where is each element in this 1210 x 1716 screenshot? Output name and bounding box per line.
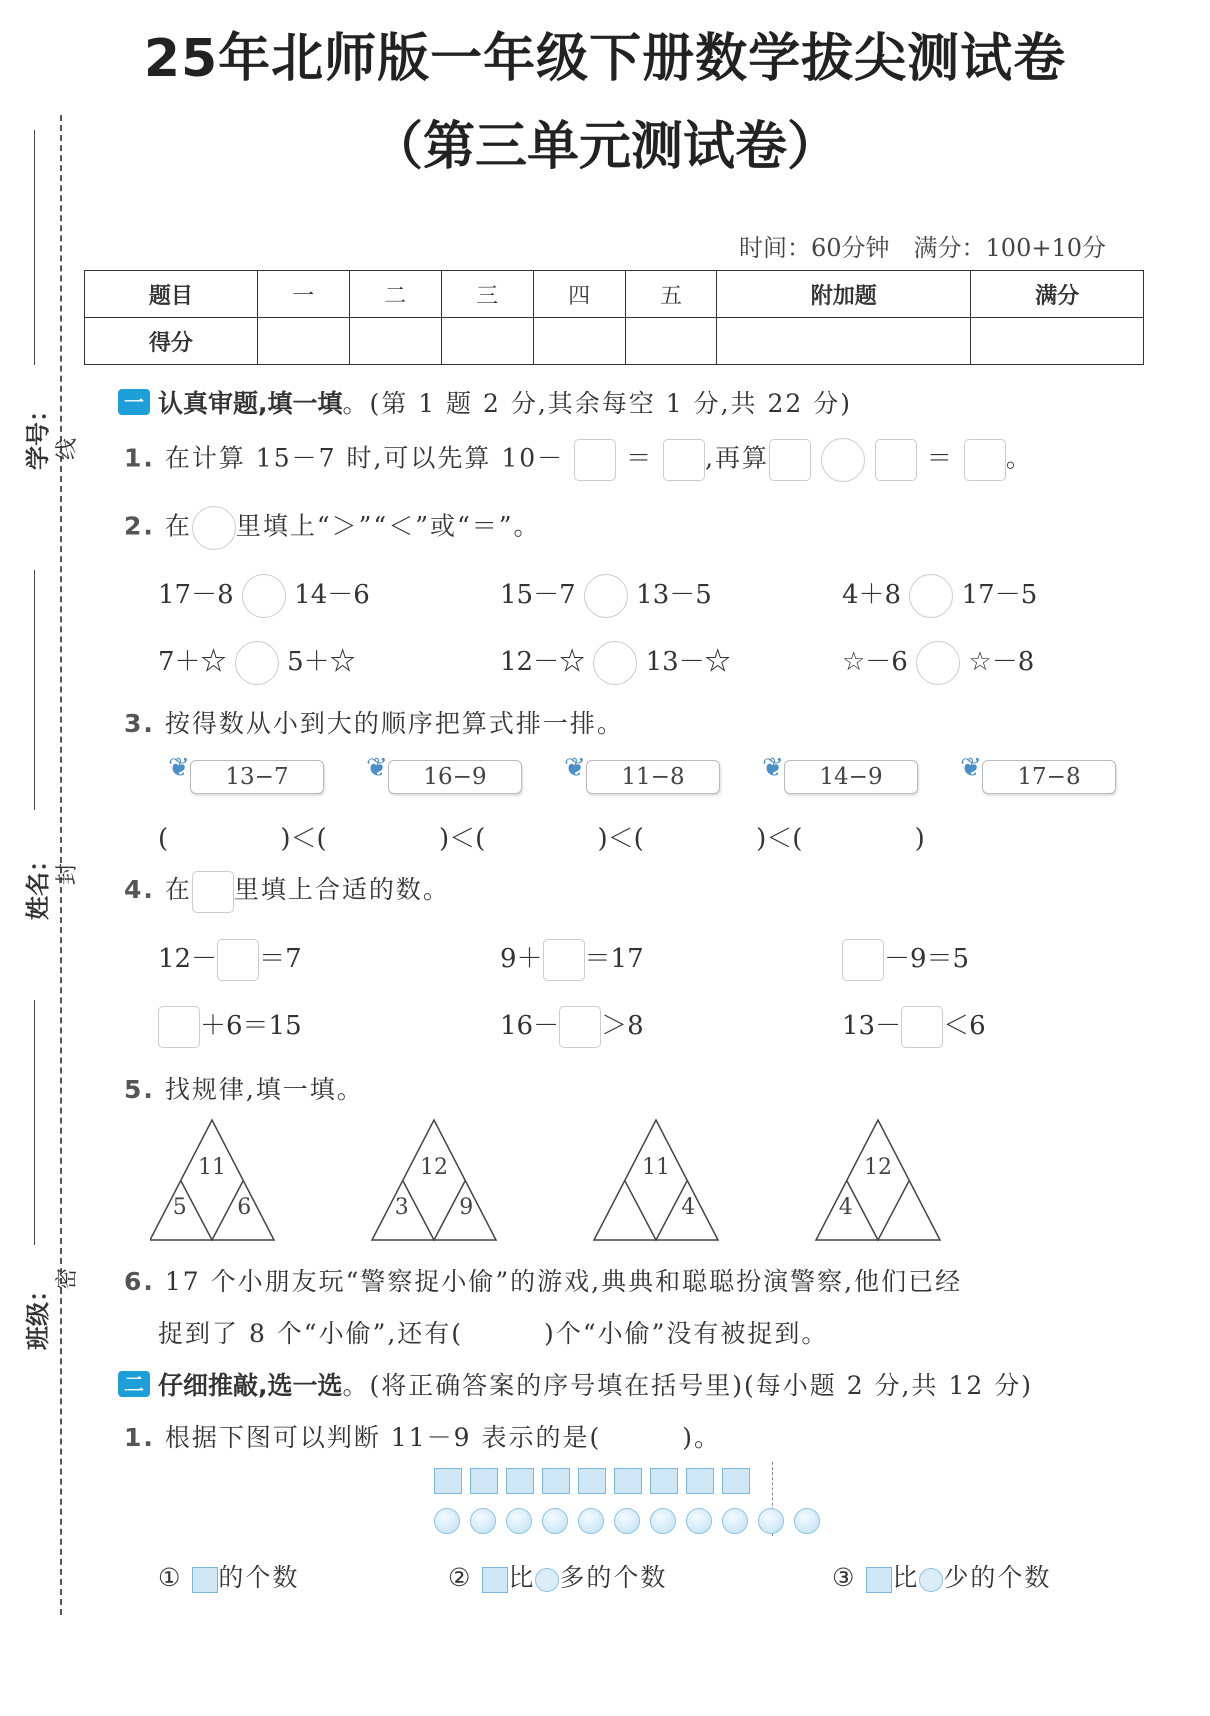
fill-item: ＋6＝15	[158, 1005, 302, 1048]
triangle-outline	[150, 1120, 274, 1240]
margin-mark-line: 线	[55, 437, 80, 460]
circle-icon	[919, 1568, 943, 1592]
answer-box[interactable]	[842, 939, 884, 981]
name-label: 姓名：	[24, 848, 52, 920]
question-number: 3.	[124, 709, 155, 738]
score-header-cell: 一	[257, 271, 349, 318]
expression-card: 16−9	[388, 760, 522, 794]
equals-sign: ＝	[926, 443, 954, 473]
blue-circle	[722, 1508, 748, 1534]
question-text: 里填上“＞”“＜”或“＝”。	[235, 511, 541, 541]
class-label: 班级：	[24, 1278, 52, 1350]
answer-circle	[192, 506, 236, 550]
blue-square	[470, 1468, 498, 1494]
section-2-title: 仔细推敲,选一选	[158, 1371, 343, 1400]
compare-item: 7＋☆ 5＋☆	[158, 641, 356, 685]
question-text: 按得数从小到大的顺序把算式排一排。	[164, 709, 624, 738]
question-number: 2.	[124, 511, 155, 541]
answer-box[interactable]	[543, 939, 585, 981]
section-1-heading	[118, 384, 852, 420]
answer-box[interactable]	[901, 1006, 943, 1048]
option-1[interactable]: ① 的个数	[158, 1563, 300, 1592]
score-input-cell[interactable]	[257, 318, 349, 365]
margin-mark-secret: 密	[55, 1267, 80, 1290]
triangle-top-number: 12	[420, 1155, 448, 1180]
question-number: 1.	[124, 1423, 155, 1452]
compare-circle[interactable]	[584, 574, 628, 618]
compare-circle[interactable]	[909, 574, 953, 618]
bug-icon: ❦	[168, 753, 190, 783]
bug-icon: ❦	[762, 753, 784, 783]
triangle-top-number: 12	[864, 1155, 892, 1180]
blue-square	[506, 1468, 534, 1494]
expression-card: 13−7	[190, 760, 324, 794]
blue-circle	[470, 1508, 496, 1534]
class-line[interactable]	[34, 1000, 35, 1245]
question-text: 。	[1005, 443, 1033, 473]
triangle-divider	[181, 1181, 243, 1240]
question-1-3	[124, 704, 624, 740]
score-input-cell[interactable]	[971, 318, 1144, 365]
compare-circle[interactable]	[916, 641, 960, 685]
answer-box[interactable]	[158, 1006, 200, 1048]
question-1-6	[124, 1262, 962, 1298]
question-number: 6.	[124, 1267, 155, 1296]
question-text: 里填上合适的数。	[233, 875, 450, 904]
triangle-left-number: 5	[172, 1195, 187, 1220]
score-table-score-row	[85, 318, 1144, 365]
square-icon	[192, 1567, 218, 1593]
blue-square	[578, 1468, 606, 1494]
blue-square	[650, 1468, 678, 1494]
circle-icon	[535, 1568, 559, 1592]
triangle-left-number: 4	[838, 1195, 853, 1220]
blue-square	[686, 1468, 714, 1494]
squares-row	[434, 1468, 758, 1494]
compare-item: 4＋8 17－5	[842, 574, 1037, 618]
expression-card: 11−8	[586, 760, 720, 794]
score-input-cell[interactable]	[625, 318, 717, 365]
answer-box[interactable]	[574, 439, 616, 481]
answer-circle[interactable]	[821, 438, 865, 482]
answer-box[interactable]	[663, 439, 705, 481]
score-header-cell: 附加题	[717, 271, 971, 318]
triangle-divider	[403, 1181, 465, 1240]
expression-card: 14−9	[784, 760, 918, 794]
triangle-top-number: 11	[198, 1155, 226, 1180]
compare-item: 12－☆ 13－☆	[500, 641, 731, 685]
order-answer-row[interactable]: ( )＜( )＜( )＜( )＜( )	[158, 824, 925, 854]
question-1-4	[124, 870, 450, 913]
triangle-top-number: 11	[642, 1155, 670, 1180]
question-1-6-line2: 捉到了 8 个“小偷”,还有( )个“小偷”没有被捉到。	[158, 1319, 829, 1348]
answer-box[interactable]	[964, 439, 1006, 481]
score-table-header-row	[85, 271, 1144, 318]
blue-circle	[578, 1508, 604, 1534]
fill-item: 12－ ＝7	[158, 938, 302, 981]
triangle-divider	[847, 1181, 909, 1240]
compare-circle[interactable]	[242, 574, 286, 618]
question-text: 17 个小朋友玩“警察捉小偷”的游戏,典典和聪聪扮演警察,他们已经	[164, 1267, 963, 1296]
triangle-pattern	[150, 1118, 1080, 1246]
question-text: 根据下图可以判断 11－9 表示的是( )。	[164, 1423, 721, 1452]
section-2-heading	[118, 1366, 1033, 1402]
margin-mark-seal: 封	[55, 862, 80, 885]
bug-icon: ❦	[366, 753, 388, 783]
circles-row	[434, 1508, 830, 1534]
blue-circle	[794, 1508, 820, 1534]
triangle-figure	[594, 1120, 718, 1240]
fill-item: 13－ ＜6	[842, 1005, 986, 1048]
blue-circle	[614, 1508, 640, 1534]
bug-icon: ❦	[960, 753, 982, 783]
answer-box	[192, 871, 234, 913]
blue-square	[614, 1468, 642, 1494]
score-input-cell[interactable]	[441, 318, 533, 365]
fill-item: 16－ ＞8	[500, 1005, 644, 1048]
score-header-cell: 五	[625, 271, 717, 318]
bug-icon: ❦	[564, 753, 586, 783]
page-subtitle: （第三单元测试卷）	[370, 117, 839, 177]
question-text: 找规律,填一填。	[164, 1075, 364, 1104]
triangle-right-number: 6	[237, 1195, 252, 1220]
section-1-badge: 一	[118, 389, 150, 415]
equals-sign: ＝	[626, 443, 654, 473]
answer-box[interactable]	[217, 939, 259, 981]
question-1-2	[124, 506, 541, 550]
section-2-note: 。(将正确答案的序号填在括号里)(每小题 2 分,共 12 分)	[342, 1371, 1033, 1400]
triangle-divider	[625, 1181, 687, 1240]
question-text: 在	[164, 875, 192, 904]
compare-circle[interactable]	[593, 641, 637, 685]
triangle-right-number: 4	[681, 1195, 696, 1220]
triangle-right-number: 9	[459, 1195, 474, 1220]
question-text: 在	[164, 511, 192, 541]
blue-square	[434, 1468, 462, 1494]
question-text: 在计算 15－7 时,可以先算 10－	[164, 443, 565, 473]
score-header-cell: 题目	[85, 271, 258, 318]
score-input-cell[interactable]	[533, 318, 625, 365]
triangle-outline	[816, 1120, 940, 1240]
score-input-cell[interactable]	[717, 318, 971, 365]
page-title: 25年北师版一年级下册数学拔尖测试卷	[143, 29, 1067, 89]
score-table	[84, 270, 1144, 365]
question-number: 1.	[124, 443, 155, 473]
compare-circle[interactable]	[235, 641, 279, 685]
score-header-cell: 满分	[971, 271, 1144, 318]
square-icon	[482, 1567, 508, 1593]
blue-circle	[650, 1508, 676, 1534]
student-no-line[interactable]	[34, 130, 35, 365]
student-no-label: 学号：	[24, 398, 52, 470]
blue-circle	[758, 1508, 784, 1534]
option-3[interactable]: ③ 比 少的个数	[832, 1563, 1052, 1592]
score-row-label: 得分	[85, 318, 258, 365]
question-2-1	[124, 1418, 721, 1454]
blue-circle	[506, 1508, 532, 1534]
compare-item: ☆－6 ☆－8	[842, 641, 1034, 685]
triangle-figure	[150, 1120, 274, 1240]
expression-card: 17−8	[982, 760, 1116, 794]
fill-item: 9＋ ＝17	[500, 938, 644, 981]
score-header-cell: 二	[349, 271, 441, 318]
score-header-cell: 四	[533, 271, 625, 318]
blue-circle	[434, 1508, 460, 1534]
section-2-badge: 二	[118, 1371, 150, 1397]
triangle-outline	[594, 1120, 718, 1240]
section-1-title: 认真审题,填一填	[158, 389, 343, 418]
name-line[interactable]	[34, 570, 35, 810]
question-number: 5.	[124, 1075, 155, 1104]
answer-box[interactable]	[875, 439, 917, 481]
question-1-5	[124, 1070, 364, 1106]
score-header-cell: 三	[441, 271, 533, 318]
option-2[interactable]: ② 比 多的个数	[448, 1563, 668, 1592]
square-icon	[866, 1567, 892, 1593]
triangle-left-number: 3	[394, 1195, 409, 1220]
compare-item: 17－8 14－6	[158, 574, 370, 618]
blue-square	[542, 1468, 570, 1494]
blue-square	[722, 1468, 750, 1494]
compare-item: 15－7 13－5	[500, 574, 712, 618]
exam-meta: 时间：60分钟 满分：100+10分	[739, 234, 1106, 262]
triangle-outline	[372, 1120, 496, 1240]
blue-circle	[686, 1508, 712, 1534]
answer-box[interactable]	[769, 439, 811, 481]
fill-item: －9＝5	[842, 938, 969, 981]
question-1-1	[124, 438, 1033, 482]
blue-circle	[542, 1508, 568, 1534]
question-number: 4.	[124, 875, 155, 904]
answer-box[interactable]	[559, 1006, 601, 1048]
question-text: ,再算	[705, 443, 770, 473]
triangle-figure	[816, 1120, 940, 1240]
triangle-figure	[372, 1120, 496, 1240]
section-1-note: 。(第 1 题 2 分,其余每空 1 分,共 22 分)	[342, 389, 853, 418]
score-input-cell[interactable]	[349, 318, 441, 365]
